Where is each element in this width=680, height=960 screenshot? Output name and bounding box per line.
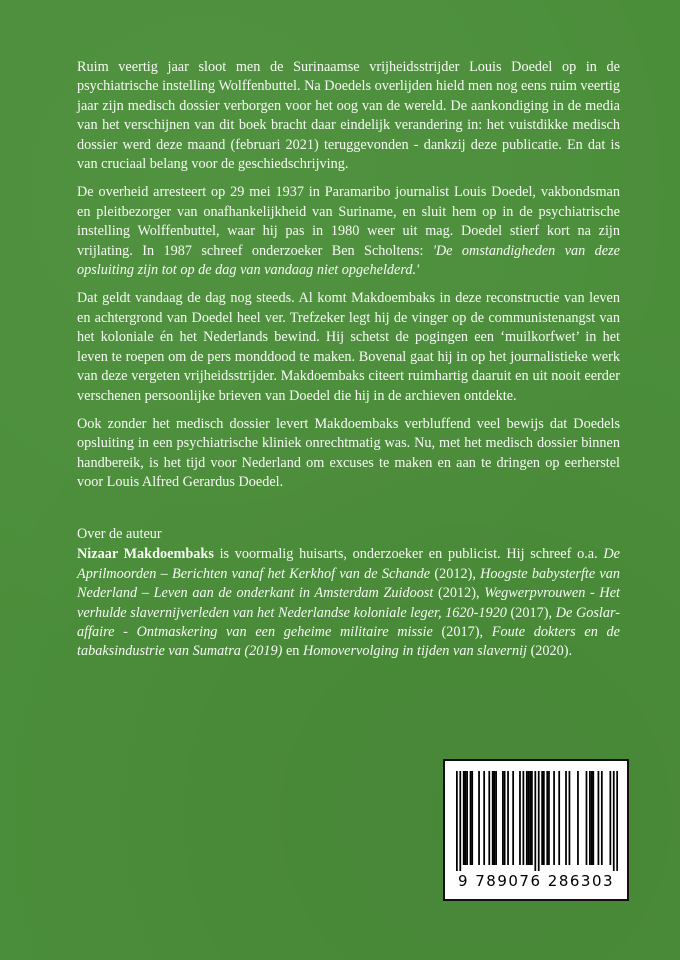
barcode-bars — [456, 771, 618, 871]
author-name: Nizaar Makdoembaks — [77, 546, 214, 563]
barcode-bar — [592, 771, 594, 865]
text-run: (2017), — [432, 624, 492, 641]
barcode-bar — [569, 771, 571, 865]
about-author-section — [77, 525, 620, 662]
barcode-bar — [591, 771, 593, 865]
text-run: (2020). — [527, 643, 573, 660]
barcode-bar — [470, 771, 472, 865]
blurb-paragraph — [77, 183, 620, 280]
about-author-heading: Over de auteur — [77, 526, 162, 542]
text-run: De overheid arresteert op 29 mei 1937 in Paramaribo journalist Louis Doedel, vakbondsman en pleitbezorger van onafhankelijkheid van Suriname, en sluit hem op in de psychiatrische instelling Wolffenbuttel, waar hij pas in 1980 weer uit mag. Doedel stierf kort na zijn vrijlating. In 1987 schreef onderzoeker Ben Scholtens: — [77, 184, 620, 259]
text-run: is voormalig huisarts, onderzoeker en publicist. Hij schreef o.a. — [213, 546, 604, 563]
barcode-bar — [495, 771, 497, 865]
text-run: Ruim veertig jaar sloot men de Surinaamse vrijheidsstrijder Louis Doedel op in de psychiatrische instelling Wolffenbuttel. Na Doedels overlijden hield men nog eens ruim veertig jaar zijn medisch dossier verborgen voor het oog van de wereld. De aankondiging in de media van het verschijnen van dit boek bracht daar eindelijk verandering in: het vuistdikke medisch dossier werd deze maand (februari 2021) teruggevonden - dankzij deze publicatie. En dat is van cruciaal belang voor de geschiedschrijving. — [77, 59, 620, 173]
barcode-bar — [504, 771, 506, 865]
text-run: Dat geldt vandaag de dag nog steeds. Al komt Makdoembaks in deze reconstructie van leven en achtergrond van Doedel heel ver. Trefzeker legt hij de vinger op de communistenangst van het koloniale én het Nederlands bewind. Hij schetst de pogingen een ‘muilkorfwet’ in het leven te roepen om de pers monddood te maken. Bovenal gaat hij in op het journalistieke werk van deze vergeten vrijheidsstrijder. Makdoembaks citeert ruimhartig daaruit en uit nooit eerder verschenen persoonlijke brieven van Doedel die hij in de archieven ontdekte. — [77, 290, 620, 404]
italic-title: Hoogste babysterfte van Nederland – Leven aan de onderkant in Amsterdam Zuidoost — [77, 565, 620, 602]
italic-title: De Goslar-affaire - Ontmaskering van een geheime militaire missie — [77, 604, 620, 641]
barcode-bar — [577, 771, 579, 865]
isbn-number: 9 789076 286303 — [457, 872, 615, 890]
barcode-bar — [548, 771, 550, 865]
barcode-bar — [463, 771, 465, 865]
text-run: (2012), — [433, 585, 485, 602]
barcode-bar — [488, 771, 490, 865]
italic-title: 'De omstandigheden van deze opsluiting zijn tot op de dag van vandaag niet opgehelderd.' — [77, 242, 620, 279]
text-run: Ook zonder het medisch dossier levert Makdoembaks verbluffend veel bewijs dat Doedels opsluiting in een psychiatrische kliniek onrechtmatig was. Nu, met het medisch dossier binnen handbereik, is het tijd voor Nederland om excuses te maken en aan te dringen op eerherstel voor Louis Alfred Gerardus Doedel. — [77, 415, 620, 491]
barcode-bar — [471, 771, 473, 865]
text-run: en — [282, 643, 303, 660]
barcode-bar — [459, 771, 461, 871]
barcode-bar — [456, 771, 458, 871]
blurb-text — [77, 58, 620, 493]
barcode-bar — [502, 771, 504, 865]
blurb-paragraph — [77, 58, 620, 174]
barcode-bar — [543, 771, 545, 865]
barcode-bar — [465, 771, 467, 865]
barcode-bar — [507, 771, 509, 865]
barcode-bar — [483, 771, 485, 865]
italic-title: De Aprilmoorden – Berichten vanaf het Kerkhof van de Schande — [77, 546, 620, 582]
blurb-paragraph — [77, 289, 620, 405]
barcode-bar — [558, 771, 560, 865]
barcode-bar — [534, 771, 536, 871]
italic-title: Homovervolging in tijden van slavernij — [303, 643, 527, 660]
barcode-bar — [478, 771, 480, 865]
barcode-bar — [526, 771, 528, 865]
barcode-bar — [613, 771, 615, 871]
about-author-text — [77, 545, 620, 661]
barcode-bar — [531, 771, 533, 865]
barcode-bar — [538, 771, 540, 871]
barcode-bar — [586, 771, 588, 865]
barcode-bar — [616, 771, 618, 871]
barcode-bar — [492, 771, 494, 865]
barcode-bar — [529, 771, 531, 865]
barcode-bar — [494, 771, 496, 865]
barcode-bar — [609, 771, 611, 865]
barcode-bar — [528, 771, 530, 865]
barcode-bar — [523, 771, 525, 865]
barcode-bar — [519, 771, 521, 865]
text-run: (2017), — [506, 604, 556, 621]
barcode-bar — [512, 771, 514, 865]
barcode-bar — [466, 771, 468, 865]
italic-title: Foute dokters en de tabaksindustrie van Sumatra (2019) — [77, 624, 620, 660]
barcode-bar — [589, 771, 591, 865]
isbn-barcode — [443, 759, 629, 901]
barcode-bar — [546, 771, 548, 865]
barcode-bar — [601, 771, 603, 865]
author-bio — [77, 546, 620, 659]
italic-title: Wegwerpvrouwen - Het verhulde slavernijverleden van het Nederlandse koloniale leger, 1620-1920 — [77, 585, 620, 621]
blurb-paragraph — [77, 415, 620, 493]
barcode-bar — [598, 771, 600, 865]
barcode-bar — [541, 771, 543, 865]
barcode-bar — [553, 771, 555, 865]
barcode-bar — [565, 771, 567, 865]
text-run: (2012), — [430, 565, 481, 582]
